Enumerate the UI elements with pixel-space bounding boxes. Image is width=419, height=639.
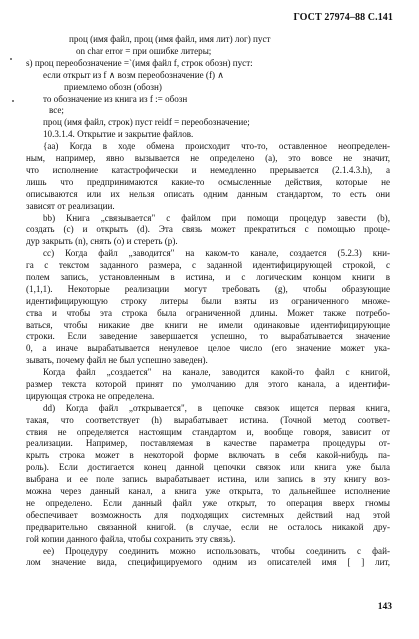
text-line: не определено. Если данный файл уже открыт, то операция вверх гномы: [26, 497, 390, 508]
text-line: создать (с) и открыть (d). Эта связь может прекратиться с помощью проце-: [26, 224, 390, 235]
text-line: лом значение вида, специфицируемого одним из описателей имя [ ] лит,: [26, 557, 390, 568]
text-line: ваться, чтобы никакие две книги не имели одинаковые идентифицирующие: [26, 319, 390, 330]
text-line: крыть строка может в некоторой форме включать в себя какой-нибудь па-: [26, 450, 390, 461]
text-line: предварительно связанной книгой. (в случае, если не осталось никакой дру-: [26, 521, 390, 532]
text-line: что исполнение катастрофически и немедленно прерывается (2.1.4.3.h), а: [26, 164, 390, 175]
text-line: dd) Когда файл „открывается", в цепочке связок ищется первая книга,: [43, 402, 390, 413]
text-line: реализации. Например, поставляемая в качестве параметра процедуры от-: [26, 438, 390, 449]
text-line: идентифицирующую строку литеры были взяты из ограниченного множе-: [26, 295, 390, 306]
text-line: обеспечивает возможность для подходящих системных действий над этой: [26, 509, 390, 520]
text-line: ным, например, явно вызывается не определено (а), это вовсе не значит,: [26, 153, 390, 164]
text-line: гой копии данного файла, чтобы сохранить эту связь).: [26, 533, 236, 544]
text-line: приемлемо обозн (обозн): [64, 81, 162, 92]
page-number: 143: [377, 602, 392, 612]
document-body: [26, 34, 390, 569]
text-line: все;: [49, 105, 64, 116]
text-line: га с текстом заданного размера, с заданной идентифицирующей строкой, с: [26, 260, 390, 271]
text-line: s) проц переобозначение =`(имя файл f, строк обозн) пуст:: [26, 57, 253, 68]
margin-mark: [10, 58, 12, 60]
page-header: ГОСТ 27974–88 С.141: [293, 12, 393, 23]
text-line: (1,1,1). Некоторые реализации могут требовать (g), чтобы образующие: [26, 283, 390, 294]
text-line: зывать, почему файл не был успешно заведен).: [26, 355, 208, 366]
text-line: лишь что предпринимаются какие-то осмысленные действия, которые не: [26, 176, 390, 187]
text-line: проц (имя файл, строк) пуст reidf = переобозначение;: [43, 117, 250, 128]
text-line: 0, а иначе вырабатывается ненулевое целое число (его значение может ука-: [26, 343, 390, 354]
text-line: дур закрыть (n), снять (о) и стереть (р).: [26, 236, 178, 247]
text-line: полем запись, установленным в истина, и с логическим концом книги в: [26, 271, 390, 282]
margin-mark: [12, 100, 14, 102]
text-line: bb) Книга „связывается" с файлом при помощи процедур завести (b),: [43, 212, 390, 223]
text-line: выбрана и ее поле запись вырабатывает истина, или запись в эту книгу воз-: [26, 474, 390, 485]
text-line: Когда файл „создается" на канале, заводится какой-то файл с книгой,: [43, 367, 390, 378]
text-line: ства и чтобы эта строка была ограниченной длины. Может также потребо-: [26, 307, 390, 318]
text-line: проц (имя файл, проц (имя файл, имя лит) лог) пуст: [69, 34, 271, 44]
text-line: cc) Когда файл „заводится" на каком-то канале, создается (5.2.3) кни-: [43, 248, 390, 259]
text-line: ствия не определяется настоящим стандартом и, вообще говоря, зависит от: [26, 426, 390, 437]
text-line: 10.3.1.4. Открытие и закрытие файлов.: [43, 129, 194, 140]
text-line: можна через данный канал, а книга уже открыта, то дальнейшее исполнение: [26, 486, 390, 497]
text-line: описываются или их нельзя описать одним данным стандартом, то есть они: [26, 188, 390, 199]
text-line: {aa) Когда в ходе обмена происходит что-то, оставленное неопределен-: [43, 141, 390, 152]
text-line: on char error = при ошибке литеры;: [76, 45, 212, 56]
text-line: зависят от реализации.: [26, 200, 115, 211]
text-line: роль). Если достигается конец данной цепочки связок или книга уже была: [26, 462, 390, 473]
text-line: такая, что соответствует (h) вырабатывает истина. (Точной метод соответ-: [26, 414, 390, 425]
text-line: размер текста которой принят по умолчанию для этого канала, а идентифи-: [26, 379, 390, 390]
text-line: цирующая строка не определена.: [26, 390, 155, 401]
text-line: ее) Процедуру соединить можно использовать, чтобы соединить с фай-: [43, 545, 390, 556]
text-line: то обозначение из книга из f := обозн: [43, 93, 188, 104]
text-line: если открыт из f ∧ возм переобозначение (f) ∧: [43, 69, 224, 80]
text-line: строки. Если заведение завершается успешно, то вырабатывается значение: [26, 331, 390, 342]
